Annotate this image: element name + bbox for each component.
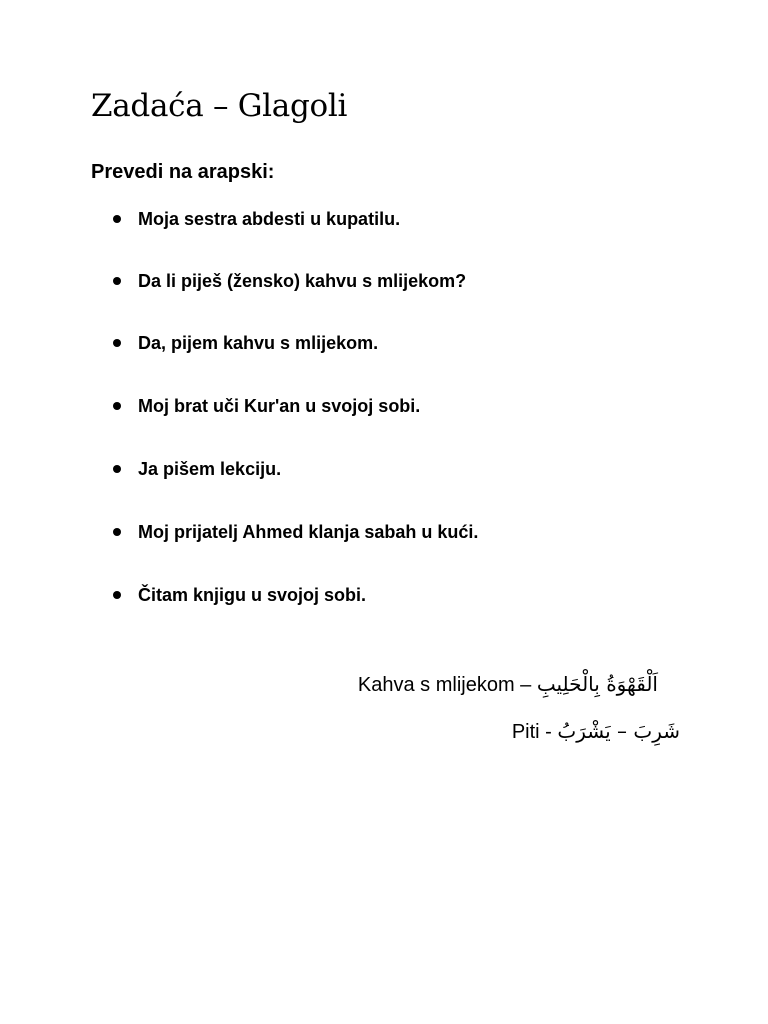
vocabulary-arabic: اَلْقَهْوَةُ بِالْحَلِيبِ xyxy=(536,672,658,696)
list-item xyxy=(113,206,673,232)
bullet-icon xyxy=(113,528,121,536)
list-item xyxy=(113,456,673,482)
bullet-icon xyxy=(113,591,121,599)
list-item xyxy=(113,519,673,545)
sentence-text: Da, pijem kahvu s mlijekom. xyxy=(138,333,379,353)
bullet-icon xyxy=(113,465,121,473)
sentence-text: Moja sestra abdesti u kupatilu. xyxy=(138,209,401,229)
list-item xyxy=(113,393,673,419)
list-item xyxy=(113,268,673,294)
vocabulary-separator: – xyxy=(514,674,537,696)
list-item xyxy=(113,582,673,608)
sentence-text: Moj brat uči Kur'an u svojoj sobi. xyxy=(138,396,421,416)
bullet-icon xyxy=(113,402,121,410)
sentence-text: Čitam knjigu u svojoj sobi. xyxy=(138,585,367,605)
document-title: Zadaća – Glagoli xyxy=(91,88,348,124)
sentence-text: Moj prijatelj Ahmed klanja sabah u kući. xyxy=(138,522,479,542)
bullet-icon xyxy=(113,215,121,223)
sentence-text: Ja pišem lekciju. xyxy=(138,459,282,479)
vocabulary-term: Piti xyxy=(511,721,540,743)
list-item xyxy=(113,330,673,356)
vocabulary-term: Kahva s mlijekom xyxy=(357,674,515,696)
vocabulary-entry-coffee xyxy=(358,669,658,700)
instruction-heading: Prevedi na arapski: xyxy=(91,161,275,183)
vocabulary-arabic: شَرِبَ – يَشْرَبُ xyxy=(557,719,680,743)
vocabulary-separator: - xyxy=(539,721,558,743)
vocabulary-entry-drink xyxy=(512,716,680,747)
bullet-icon xyxy=(113,277,121,285)
bullet-icon xyxy=(113,339,121,347)
sentence-text: Da li piješ (žensko) kahvu s mlijekom? xyxy=(138,271,467,291)
